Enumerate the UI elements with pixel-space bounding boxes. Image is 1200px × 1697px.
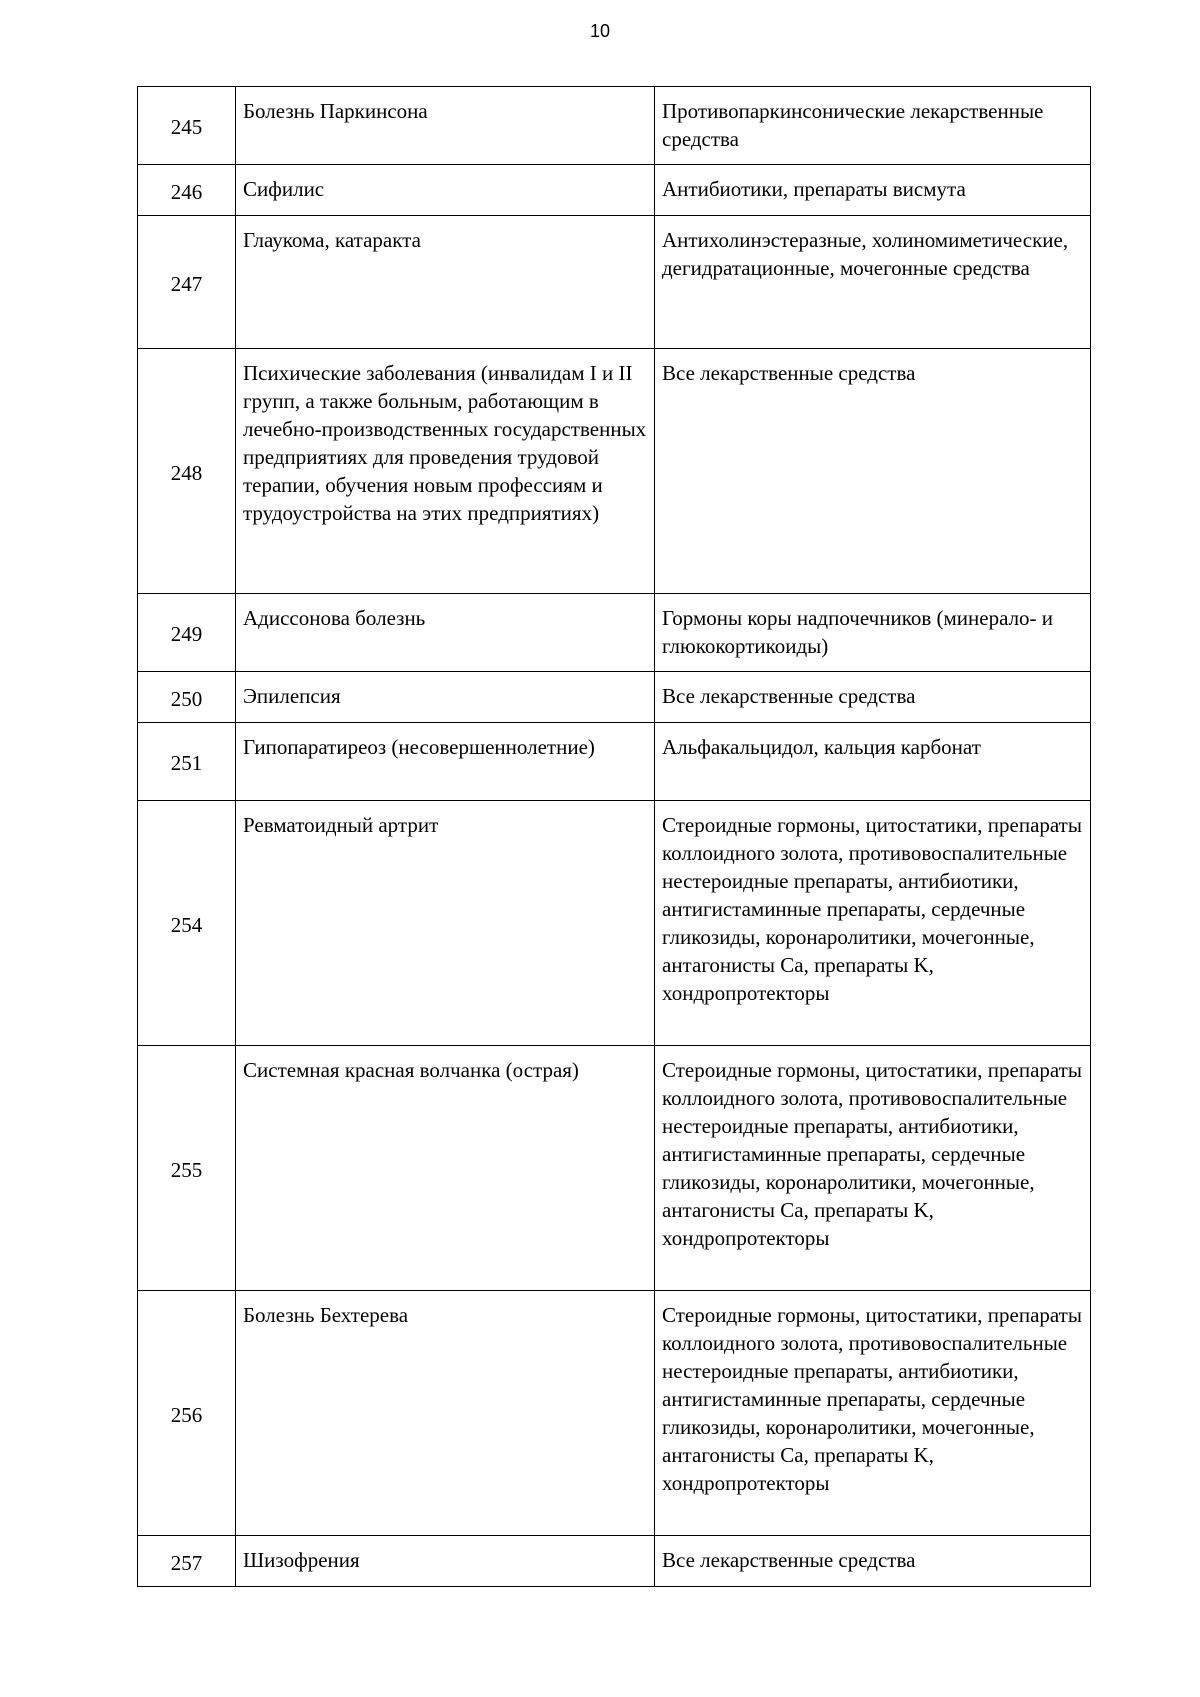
disease-drug-table: [137, 86, 1091, 1587]
disease-cell: Глаукома, катаракта: [236, 216, 655, 349]
row-number: 256: [138, 1291, 236, 1536]
drugs-cell: Противопаркинсонические лекарственные средства: [655, 87, 1091, 165]
row-number: 251: [138, 723, 236, 801]
row-number: 248: [138, 349, 236, 594]
disease-cell: Болезнь Паркинсона: [236, 87, 655, 165]
disease-cell: Эпилепсия: [236, 672, 655, 723]
disease-cell: Психические заболевания (инвалидам I и II групп, а также больным, работающим в лечебно-производственных государственных предприятиях для проведения трудовой терапии, обучения новым профессиям и трудоустройства на этих предприятиях): [236, 349, 655, 594]
page-number: 10: [589, 21, 611, 41]
row-number: 246: [138, 165, 236, 216]
disease-cell: Адиссонова болезнь: [236, 594, 655, 672]
row-number: 249: [138, 594, 236, 672]
disease-cell: Ревматоидный артрит: [236, 801, 655, 1046]
drugs-cell: Стероидные гормоны, цитостатики, препараты коллоидного золота, противовоспалительные нестероидные препараты, антибиотики, антигистаминные препараты, сердечные гликозиды, коронаролитики, мочегонные, антагонисты Са, препараты K, хондропротекторы: [655, 801, 1091, 1046]
drugs-cell: Антихолинэстеразные, холиномиметические, дегидратационные, мочегонные средства: [655, 216, 1091, 349]
disease-cell: Шизофрения: [236, 1536, 655, 1587]
drugs-cell: Стероидные гормоны, цитостатики, препараты коллоидного золота, противовоспалительные нестероидные препараты, антибиотики, антигистаминные препараты, сердечные гликозиды, коронаролитики, мочегонные, антагонисты Са, препараты K, хондропротекторы: [655, 1291, 1091, 1536]
table-row: [138, 1046, 1091, 1291]
row-number: 247: [138, 216, 236, 349]
drugs-cell: Все лекарственные средства: [655, 1536, 1091, 1587]
row-number: 250: [138, 672, 236, 723]
table-row: [138, 1291, 1091, 1536]
row-number: 245: [138, 87, 236, 165]
row-number: 254: [138, 801, 236, 1046]
disease-cell: Системная красная волчанка (острая): [236, 1046, 655, 1291]
table-row: [138, 216, 1091, 349]
disease-cell: Болезнь Бехтерева: [236, 1291, 655, 1536]
table-row: [138, 672, 1091, 723]
row-number: 255: [138, 1046, 236, 1291]
table-row: [138, 594, 1091, 672]
table-row: [138, 1536, 1091, 1587]
table-row: [138, 87, 1091, 165]
drugs-cell: Стероидные гормоны, цитостатики, препараты коллоидного золота, противовоспалительные нестероидные препараты, антибиотики, антигистаминные препараты, сердечные гликозиды, коронаролитики, мочегонные, антагонисты Са, препараты K, хондропротекторы: [655, 1046, 1091, 1291]
table-row: [138, 723, 1091, 801]
table-row: [138, 801, 1091, 1046]
disease-cell: Сифилис: [236, 165, 655, 216]
disease-cell: Гипопаратиреоз (несовершеннолетние): [236, 723, 655, 801]
row-number: 257: [138, 1536, 236, 1587]
drugs-cell: Все лекарственные средства: [655, 349, 1091, 594]
drugs-cell: Гормоны коры надпочечников (минерало- и глюкокортикоиды): [655, 594, 1091, 672]
table-row: [138, 165, 1091, 216]
drugs-cell: Альфакальцидол, кальция карбонат: [655, 723, 1091, 801]
drugs-cell: Антибиотики, препараты висмута: [655, 165, 1091, 216]
drugs-cell: Все лекарственные средства: [655, 672, 1091, 723]
table-row: [138, 349, 1091, 594]
